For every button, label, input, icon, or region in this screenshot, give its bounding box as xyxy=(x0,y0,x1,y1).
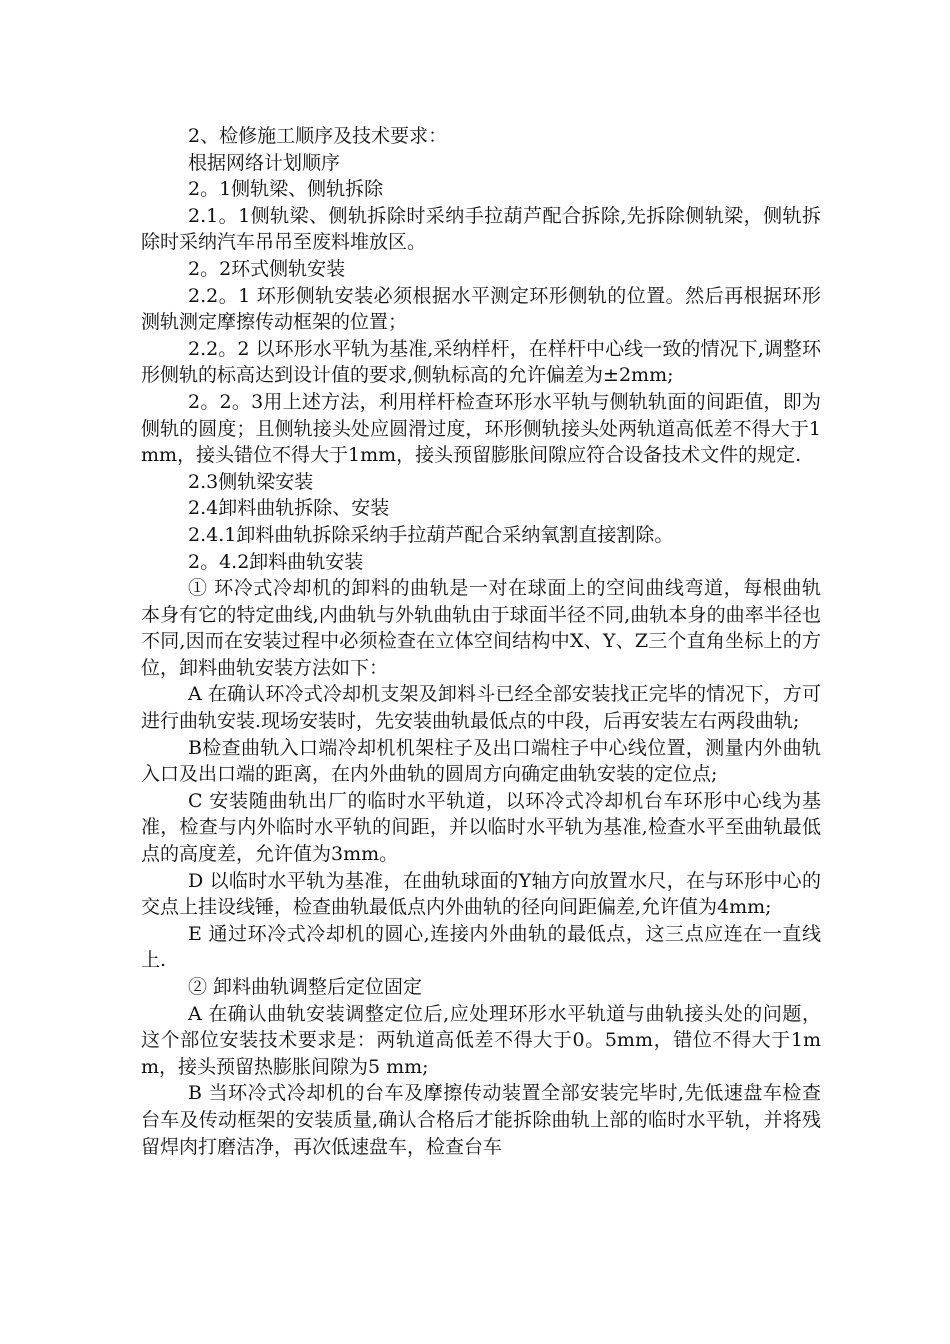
paragraph: 2.4.1卸料曲轨拆除采纳手拉葫芦配合采纳氧割直接割除。 xyxy=(188,523,674,546)
section-heading-2: 2、检修施工顺序及技术要求： xyxy=(188,125,448,147)
list-item: B 当环冷式冷却机的台车及摩擦传动装置全部安装完毕时,先低速盘车检查台车及传动框架的安装质量,确认合格后才能拆除曲轨上部的临时水平轨，并将残留焊肉打磨洁净，再次低速盘车，检查台车 xyxy=(141,1082,821,1158)
list-item: E 通过环冷式冷却机的圆心,连接内外曲轨的最低点，这三点应连在一直线上. xyxy=(141,922,821,972)
paragraph: 2.2。2 以环形水平轨为基准,采纳样杆，在样杆中心线一致的情况下,调整环形侧轨的标高达到设计值的要求,侧轨标高的允许偏差为±2mm; xyxy=(141,337,821,387)
subsection-heading-2-3: 2.3侧轨梁安装 xyxy=(188,470,314,493)
subsection-heading-2-4-2: 2。4.2卸料曲轨安装 xyxy=(188,550,364,573)
paragraph: 2.2。1 环形侧轨安装必须根据水平测定环形侧轨的位置。然后再根据环形测轨测定摩擦传动框架的位置； xyxy=(141,284,821,334)
paragraph: 2。2。3用上述方法，利用样杆检查环形水平轨与侧轨轨面的间距值，即为侧轨的圆度；且侧轨接头处应圆滑过度，环形侧轨接头处两轨道高低差不得大于1mm，接头错位不得大于1mm，接头预留膨胀间隙应符合设备技术文件的规定. xyxy=(141,390,821,467)
list-item: A 在确认环冷式冷却机支架及卸料斗已经全部安装找正完毕的情况下，方可进行曲轨安装.现场安装时，先安装曲轨最低点的中段，后再安装左右两段曲轨; xyxy=(141,683,821,733)
list-item: B检查曲轨入口端冷却机机架柱子及出口端柱子中心线位置，测量内外曲轨入口及出口端的距离，在内外曲轨的圆周方向确定曲轨安装的定位点; xyxy=(141,736,821,786)
subsection-heading-2-2: 2。2环式侧轨安装 xyxy=(188,257,346,280)
list-item: A 在确认曲轨安装调整定位后,应处理环形水平轨道与曲轨接头处的问题，这个部位安装技术要求是：两轨道高低差不得大于0。5mm，错位不得大于1mm，接头预留热膨胀间隙为5 mm; xyxy=(141,1002,821,1078)
paragraph: 2.1。1侧轨梁、侧轨拆除时采纳手拉葫芦配合拆除,先拆除侧轨梁，侧轨拆除时采纳汽车吊吊至废料堆放区。 xyxy=(141,204,821,254)
subsection-heading-2-1: 2。1侧轨梁、侧轨拆除 xyxy=(188,178,384,201)
paragraph: ① 环冷式冷却机的卸料的曲轨是一对在球面上的空间曲线弯道，每根曲轨本身有它的特定曲线,内曲轨与外轨曲轨由于球面半径不同,曲轨本身的曲率半径也不同,因而在安装过程中必须检查在立体空间结构中X、Y、Z三个直角坐标上的方位，卸料曲轨安装方法如下： xyxy=(141,577,821,679)
list-item: C 安装随曲轨出厂的临时水平轨道，以环冷式冷却机台车环形中心线为基准，检查与内外临时水平轨的间距，并以临时水平轨为基准,检查水平至曲轨最低点的高度差，允许值为3mm。 xyxy=(141,789,821,866)
paragraph: 根据网络计划顺序 xyxy=(188,151,341,174)
list-item: D 以临时水平轨为基准，在曲轨球面的Y轴方向放置水尺，在与环形中心的交点上挂设线锤，检查曲轨最低点内外曲轨的径向间距偏差,允许值为4mm; xyxy=(141,869,821,919)
paragraph: ② 卸料曲轨调整后定位固定 xyxy=(188,976,423,998)
subsection-heading-2-4: 2.4卸料曲轨拆除、安装 xyxy=(188,497,390,520)
document-body xyxy=(141,123,821,1160)
